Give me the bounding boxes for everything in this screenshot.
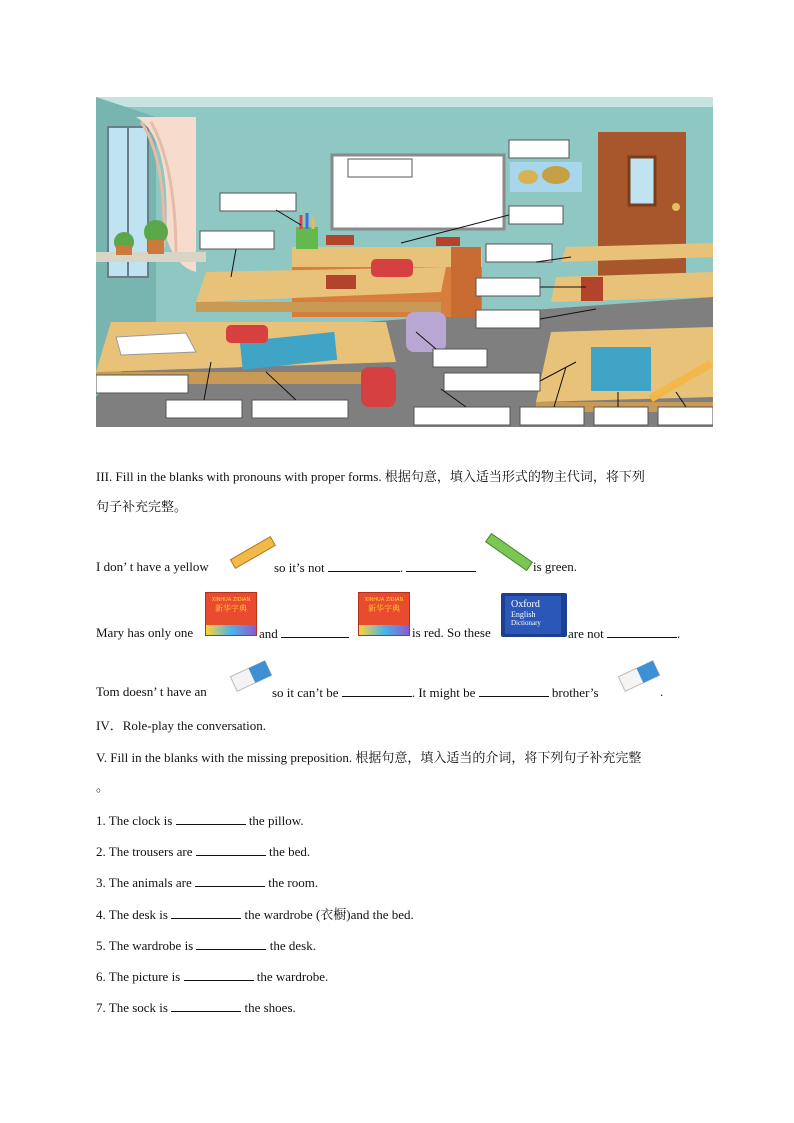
yellow-ruler-icon [228, 536, 276, 570]
line1-blank-2[interactable] [406, 559, 476, 572]
item-num: 7. [96, 1000, 106, 1015]
item-text-a: The trousers are [108, 844, 193, 859]
line1-rest [274, 559, 476, 576]
line2-text-c: is red. So these [412, 625, 491, 640]
item-blank[interactable] [196, 937, 266, 950]
item-blank[interactable] [171, 906, 241, 919]
item-text-a: The wardrobe is [108, 938, 194, 953]
dict-title: 新华字典 [215, 604, 247, 613]
line1-text-a: I don’ t have a yellow [96, 559, 209, 574]
item-blank[interactable] [184, 968, 254, 981]
line3-blank-2[interactable] [479, 684, 549, 697]
line3-text-a: Tom doesn’ t have an [96, 684, 207, 699]
item-text-b: the bed. [269, 844, 311, 859]
line2-text-d: are not [568, 626, 604, 641]
item-text-a: The sock is [108, 1000, 168, 1015]
dict-pinyin-2: XINHUA ZIDIAN [364, 597, 404, 603]
dictionary-icon [205, 592, 257, 636]
section5-heading [96, 750, 641, 767]
eraser-icon [228, 658, 274, 694]
green-ruler-icon [484, 533, 534, 571]
item-num: 2. [96, 844, 106, 859]
item-text-b: the wardrobe (衣橱)and the bed. [244, 907, 414, 922]
dict-title-2: 新华字典 [368, 604, 400, 613]
item-text-b: the shoes. [244, 1000, 296, 1015]
oxford-word-1: Oxford [511, 599, 540, 610]
item-text-b: the pillow. [248, 813, 304, 828]
line2-blank-2[interactable] [607, 625, 677, 638]
line2-mid [259, 625, 349, 642]
line3-text-d: brother’s [551, 685, 599, 700]
section3-heading-cont: 句子补充完整。 [96, 500, 188, 515]
item-text-b: the room. [268, 875, 319, 890]
line1-text-b: so it’s not [274, 560, 325, 575]
line2-text-b: and [259, 626, 278, 641]
line3-text-e: . [660, 684, 664, 699]
section5-heading-en: V. Fill in the blanks with the missing preposition. [96, 750, 353, 765]
list-item [96, 812, 304, 829]
line2-blank-1[interactable] [281, 625, 349, 638]
list-item [96, 874, 318, 891]
line3-blank-1[interactable] [342, 684, 412, 697]
section5-heading-cont: 。 [96, 780, 110, 795]
line2-text-e: . [676, 626, 681, 641]
oxford-dictionary-icon [501, 593, 567, 637]
item-text-a: The picture is [108, 969, 181, 984]
item-text-b: the wardrobe. [256, 969, 329, 984]
list-item [96, 999, 296, 1016]
line2-text-a: Mary has only one [96, 625, 194, 640]
oxford-word-2: English [511, 610, 536, 619]
item-num: 3. [96, 875, 106, 890]
section3-heading-cn: 根据句意，填入适当形式的物主代词，将下列 [384, 470, 645, 485]
line1-text-d: is green. [533, 559, 578, 574]
list-item [96, 843, 310, 860]
line3-mid [272, 684, 599, 701]
dictionary-icon-2 [358, 592, 410, 636]
line2-end [568, 625, 680, 642]
oxford-word-3: Dictionary [511, 619, 541, 627]
line3-text-c: . It might be [411, 685, 476, 700]
line1-text-c: . [399, 560, 404, 575]
line3-text-b: so it can’t be [272, 685, 339, 700]
item-text-a: The desk is [108, 907, 168, 922]
item-blank[interactable] [195, 874, 265, 887]
item-num: 5. [96, 938, 106, 953]
eraser-icon-2 [616, 658, 662, 694]
dict-pinyin: XINHUA ZIDIAN [211, 597, 251, 603]
item-num: 4. [96, 907, 106, 922]
section3-line1 [96, 559, 209, 575]
classroom-illustration [96, 97, 713, 427]
section3-heading-en: III. Fill in the blanks with pronouns with proper forms. [96, 469, 382, 484]
section4-heading: IV．Role-play the conversation. [96, 718, 267, 733]
item-text-a: The animals are [108, 875, 192, 890]
list-item [96, 968, 328, 985]
list-item [96, 906, 414, 923]
section3-heading [96, 469, 645, 486]
section5-heading-cn: 根据句意，填入适当的介词，将下列句子补充完整 [355, 751, 642, 766]
item-blank[interactable] [196, 843, 266, 856]
item-text-b: the desk. [269, 938, 316, 953]
item-num: 1. [96, 813, 106, 828]
list-item [96, 937, 316, 954]
item-num: 6. [96, 969, 106, 984]
item-blank[interactable] [176, 812, 246, 825]
item-text-a: The clock is [108, 813, 173, 828]
item-blank[interactable] [171, 999, 241, 1012]
line1-blank-1[interactable] [328, 559, 400, 572]
